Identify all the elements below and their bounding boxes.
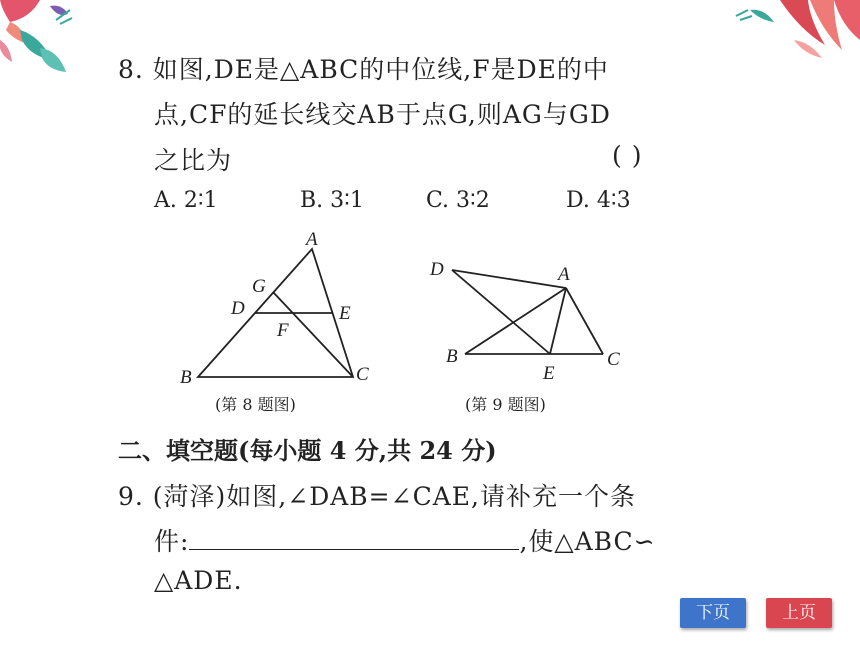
segment-ac	[566, 288, 603, 354]
option-b: B. 3∶1	[300, 188, 364, 213]
figure-8-triangle-diagram	[170, 225, 390, 390]
label-g: G	[252, 276, 266, 297]
label-a: A	[558, 264, 570, 285]
label-c: C	[607, 349, 620, 370]
segment-ab	[465, 288, 566, 354]
label-a: A	[306, 229, 318, 250]
previous-page-button[interactable]: 上页	[766, 598, 832, 628]
question-9-line-2-suffix: ,使△ABC∽	[519, 527, 656, 556]
label-e: E	[543, 363, 555, 384]
corner-leaves-right-decoration	[730, 0, 860, 70]
label-d: D	[430, 259, 444, 280]
question-9-line-2	[154, 522, 656, 558]
option-d: D. 4∶3	[566, 188, 631, 213]
next-page-button[interactable]: 下页	[680, 598, 746, 628]
question-8-line-2: 点,CF的延长线交AB于点G,则AG与GD	[154, 100, 611, 129]
label-f: F	[277, 320, 289, 341]
question-8-line-3: 之比为	[154, 146, 233, 175]
label-b: B	[180, 367, 192, 388]
label-e: E	[339, 303, 351, 324]
section-2-title: 二、填空题(每小题 4 分,共 24 分)	[118, 436, 497, 465]
figure-9-caption: (第 9 题图)	[465, 395, 546, 414]
label-c: C	[356, 364, 369, 385]
option-c: C. 3∶2	[426, 188, 490, 213]
question-9-line-2-prefix: 件:	[154, 527, 190, 556]
figure-9-triangle-diagram	[420, 250, 635, 390]
label-b: B	[446, 346, 458, 367]
corner-leaves-left-decoration	[0, 0, 80, 90]
option-a: A. 2∶1	[154, 188, 218, 213]
question-9-line-1: 9. (菏泽)如图,∠DAB=∠CAE,请补充一个条	[118, 482, 636, 511]
answer-parenthesis: ( )	[612, 141, 643, 170]
answer-blank[interactable]	[189, 531, 519, 550]
question-9-line-3: △ADE.	[154, 566, 243, 595]
question-8-line-1: 8. 如图,DE是△ABC的中位线,F是DE的中	[118, 55, 609, 84]
label-d: D	[231, 298, 245, 319]
figure-8-caption: (第 8 题图)	[215, 395, 296, 414]
